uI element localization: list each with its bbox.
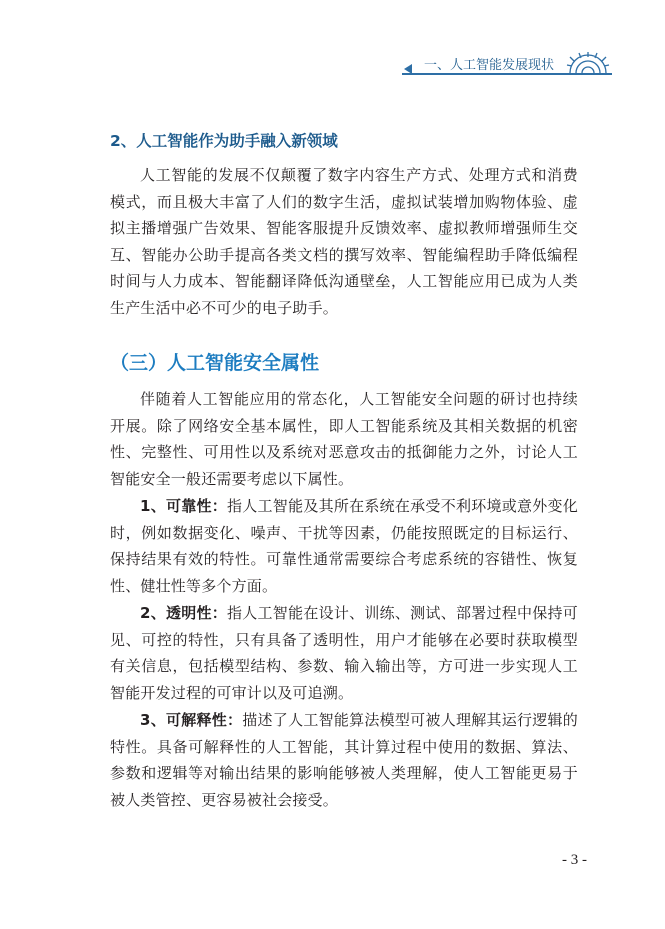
property-term: 3、可解释性： — [140, 711, 243, 729]
property-transparency — [110, 600, 578, 706]
property-description: 描述了人工智能算法模型可被人理解其运行逻辑的特性。具备可解释性的人工智能，其计算过程中使用的数据、算法、参数和逻辑等对输出结果的影响能够被人类理解，使人工智能更易于被人类管控、更容易被社会接受。 — [110, 711, 578, 809]
header-title: 一、人工智能发展现状 — [424, 58, 555, 73]
property-reliability — [110, 493, 578, 599]
property-term: 1、可靠性： — [140, 497, 228, 515]
property-explainability — [110, 707, 578, 813]
property-description: 指人工智能在设计、训练、测试、部署过程中保持可见、可控的特性，只有具备了透明性，用户才能够在必要时获取模型有关信息，包括模型结构、参数、输入输出等，方可进一步实现人工智能开发过程的可审计以及可追溯。 — [110, 604, 578, 702]
page-header — [402, 52, 614, 80]
section-intro-paragraph: 伴随着人工智能应用的常态化，人工智能安全问题的研讨也持续开展。除了网络安全基本属性，即人工智能系统及其相关数据的机密性、完整性、可用性以及系统对恶意攻击的抵御能力之外，讨论人工智能安全一般还需要考虑以下属性。 — [110, 390, 578, 488]
subsection-heading: 2、人工智能作为助手融入新领域 — [110, 132, 338, 150]
section-heading: （三）人工智能安全属性 — [110, 352, 320, 374]
subsection-paragraph: 人工智能的发展不仅颠覆了数字内容生产方式、处理方式和消费模式，而且极大丰富了人们的数字生活，虚拟试装增加购物体验、虚拟主播增强广告效果、智能客服提升反馈效率、虚拟教师增强师生交互、智能办公助手提高各类文档的撰写效率、智能编程助手降低编程时间与人力成本、智能翻译降低沟通壁垒，人工智能应用已成为人类生产生活中必不可少的电子助手。 — [110, 166, 578, 317]
property-description: 指人工智能及其所在系统在承受不利环境或意外变化时，例如数据变化、噪声、干扰等因素，仍能按照既定的目标运行、保持结果有效的特性。可靠性通常需要综合考虑系统的容错性、恢复性、健壮性等多个方面。 — [110, 497, 578, 595]
arrow-left-icon — [404, 64, 412, 74]
gear-icon — [566, 52, 610, 76]
property-term: 2、透明性： — [140, 604, 228, 622]
page-number: - 3 - — [562, 852, 587, 868]
